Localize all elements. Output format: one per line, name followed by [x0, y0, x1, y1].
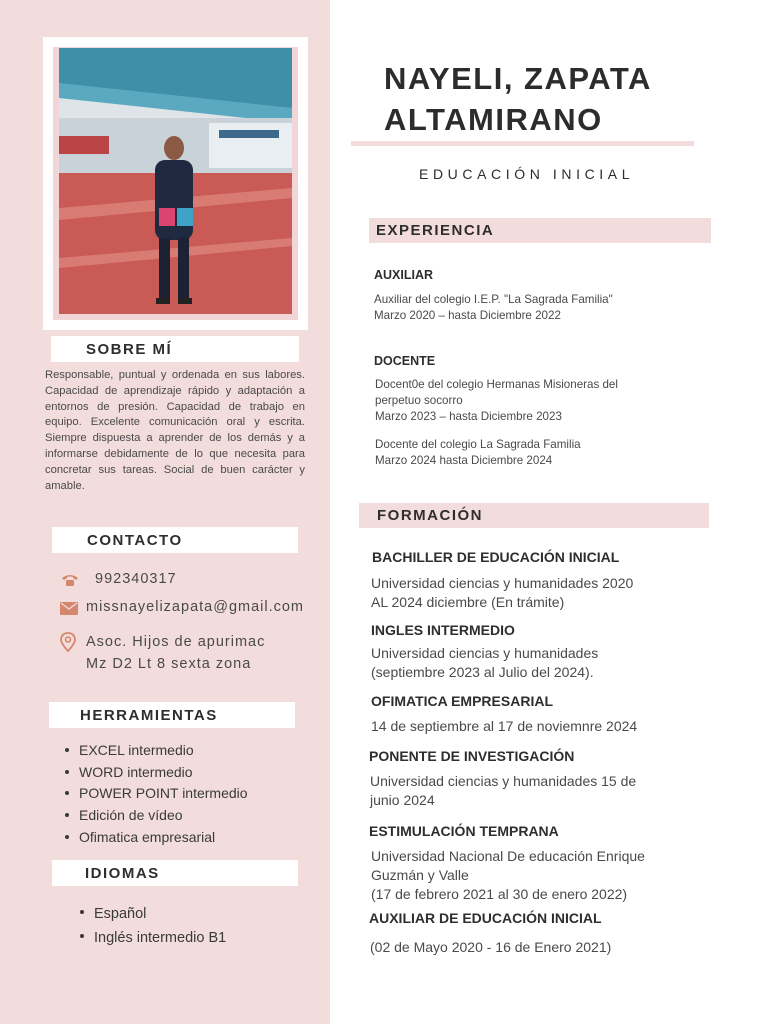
job-description	[374, 292, 613, 324]
list-item: WORD intermedio	[65, 762, 248, 784]
education-detail	[371, 574, 633, 612]
location-pin-icon	[60, 631, 86, 653]
education-detail	[370, 938, 611, 957]
education-title: OFIMATICA EMPRESARIAL	[371, 693, 553, 709]
list-item: Ofimatica empresarial	[65, 827, 248, 849]
education-title: ESTIMULACIÓN TEMPRANA	[369, 823, 559, 839]
languages-list	[80, 902, 226, 950]
education-line: Universidad ciencias y humanidades 15 de	[370, 773, 637, 789]
contact-email[interactable]: missnayelizapata@gmail.com	[86, 599, 305, 615]
education-line: (17 de febrero 2021 al 30 de enero 2022)	[371, 886, 628, 902]
contact-heading: CONTACTO	[52, 527, 298, 553]
languages-heading: IDIOMAS	[52, 860, 298, 886]
profile-photo-frame	[43, 37, 308, 330]
education-line: junio 2024	[370, 792, 435, 808]
education-line: (septiembre 2023 al Julio del 2024).	[371, 664, 594, 680]
education-title: BACHILLER DE EDUCACIÓN INICIAL	[372, 549, 620, 565]
education-line: Guzmán y Valle	[371, 867, 469, 883]
contact-address-line2: Mz D2 Lt 8 sexta zona	[86, 656, 252, 672]
phone-icon	[60, 571, 86, 589]
job-description	[375, 377, 618, 425]
education-title: PONENTE DE INVESTIGACIÓN	[369, 748, 575, 764]
education-line: Universidad ciencias y humanidades	[371, 645, 599, 661]
list-item: Inglés intermedio B1	[80, 926, 226, 950]
job-line: Marzo 2020 – hasta Diciembre 2022	[374, 309, 561, 322]
list-item: Edición de vídeo	[65, 805, 248, 827]
job-line: perpetuo socorro	[375, 394, 463, 407]
tools-heading: HERRAMIENTAS	[49, 702, 295, 728]
job-line: Docente del colegio La Sagrada Familia	[375, 438, 581, 451]
name-line2: ALTAMIRANO	[384, 102, 603, 137]
envelope-icon	[60, 599, 86, 617]
contact-address-row	[60, 631, 265, 675]
job-description	[375, 437, 581, 469]
education-heading: FORMACIÓN	[359, 503, 709, 528]
list-item: EXCEL intermedio	[65, 740, 248, 762]
tools-list	[65, 740, 248, 849]
profile-photo-mat	[53, 47, 298, 320]
experience-heading: EXPERIENCIA	[369, 218, 711, 243]
education-detail	[371, 847, 645, 904]
education-line: Universidad ciencias y humanidades 2020	[371, 575, 634, 591]
education-detail	[371, 717, 637, 736]
job-title: AUXILIAR	[374, 268, 434, 282]
education-line: Universidad Nacional De educación Enrique	[371, 848, 645, 864]
job-line: Marzo 2024 hasta Diciembre 2024	[375, 454, 553, 467]
education-title: INGLES INTERMEDIO	[371, 622, 515, 638]
name-line1: NAYELI, ZAPATA	[384, 61, 652, 96]
page-title	[384, 58, 652, 140]
contact-email-row	[60, 599, 304, 617]
education-detail	[370, 772, 636, 810]
education-detail	[371, 644, 598, 682]
name-divider	[351, 141, 694, 146]
education-line: AL 2024 diciembre (En trámite)	[371, 594, 565, 610]
about-heading: SOBRE MÍ	[51, 336, 299, 362]
contact-phone-row	[60, 571, 177, 589]
contact-address-line1: Asoc. Hijos de apurimac	[86, 634, 266, 650]
list-item: POWER POINT intermedio	[65, 783, 248, 805]
profile-photo	[59, 48, 292, 314]
education-title: AUXILIAR DE EDUCACIÓN INICIAL	[369, 910, 602, 926]
job-line: Docent0e del colegio Hermanas Misioneras del	[375, 378, 618, 391]
job-title: DOCENTE	[374, 354, 436, 368]
about-text: Responsable, puntual y ordenada en sus labores. Capacidad de aprendizaje rápido y adaptación a entornos de presión. Capacidad de trabajo en equipo. Excelente comunicación oral y escrita. Siempre dispuesta a aprender de los demás y a informarse debidamente de lo que necesita para concretar sus tareas. Social de buen carácter y amable.	[45, 369, 305, 492]
contact-phone[interactable]: 992340317	[95, 571, 177, 587]
education-line: (02 de Mayo 2020 - 16 de Enero 2021)	[370, 939, 612, 955]
profession-subtitle: EDUCACIÓN INICIAL	[419, 166, 635, 182]
list-item: Español	[80, 902, 226, 926]
education-line: 14 de septiembre al 17 de noviemnre 2024	[371, 718, 638, 734]
job-line: Marzo 2023 – hasta Diciembre 2023	[375, 410, 562, 423]
job-line: Auxiliar del colegio I.E.P. "La Sagrada Familia"	[374, 293, 613, 306]
